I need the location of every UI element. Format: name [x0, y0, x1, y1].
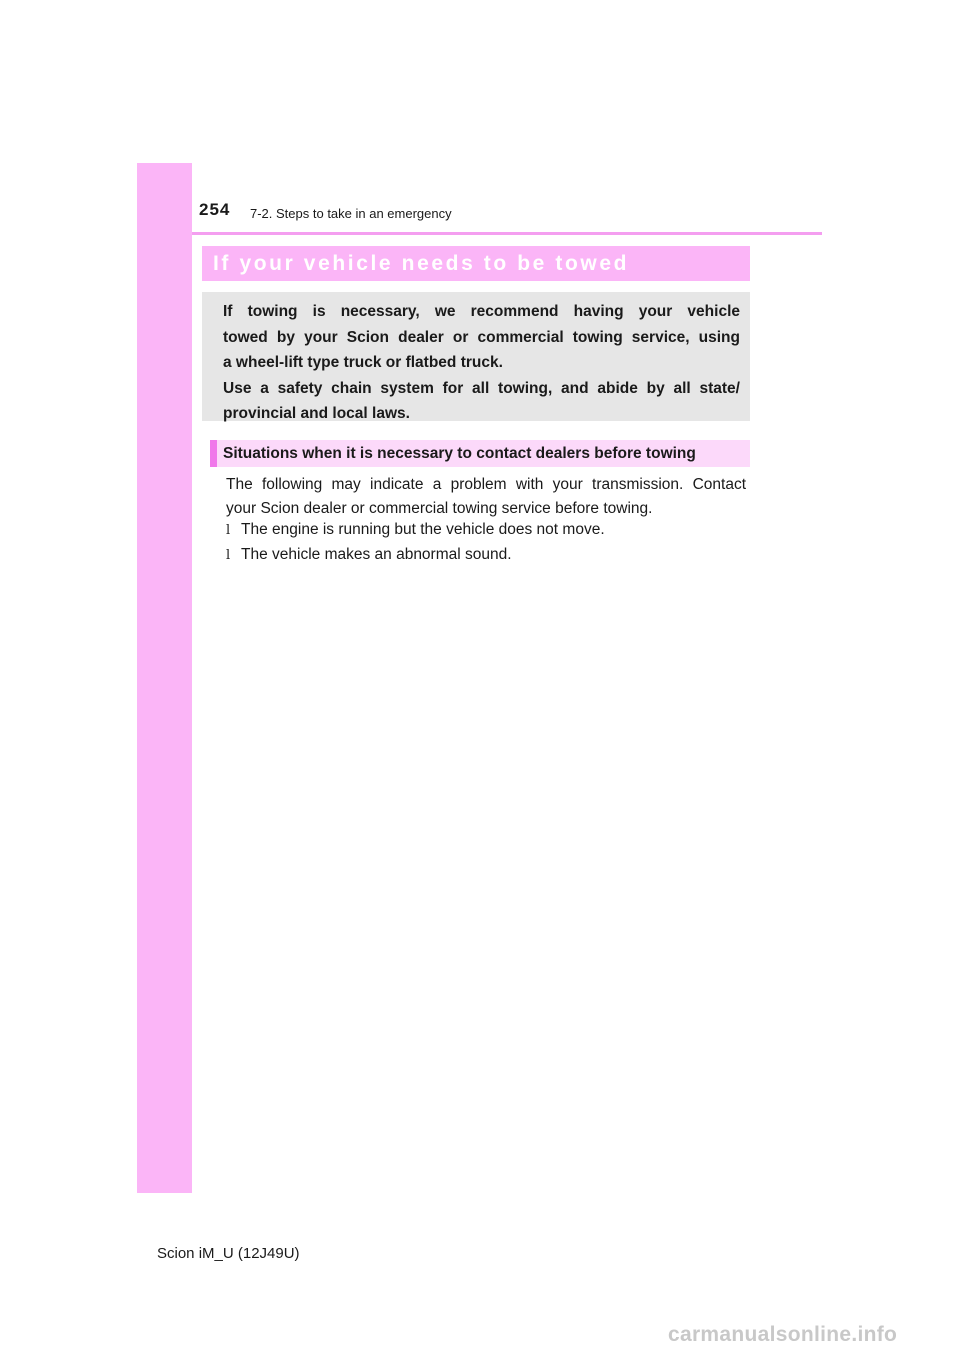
footer-model-code: Scion iM_U (12J49U): [157, 1245, 300, 1262]
intro-line: Use a safety chain system for all towing, and abide by all state/: [223, 379, 740, 397]
subsection-heading: Situations when it is necessary to contact dealers before towing: [210, 440, 750, 467]
intro-box: [202, 292, 750, 421]
bullet-icon: l: [226, 523, 231, 538]
section-tab-sidebar: [137, 163, 192, 1193]
intro-line: provincial and local laws.: [223, 405, 410, 423]
header-divider: [192, 232, 822, 235]
page-number: 254: [199, 200, 231, 219]
bullet-text: The engine is running but the vehicle does not move.: [241, 521, 605, 538]
intro-line: If towing is necessary, we recommend having your vehicle: [223, 303, 740, 320]
watermark: carmanualsonline.info: [668, 1323, 898, 1346]
bullet-text: The vehicle makes an abnormal sound.: [241, 545, 512, 563]
intro-line: towed by your Scion dealer or commercial towing service, using: [223, 328, 740, 346]
list-item: [226, 521, 746, 546]
subsection-body: [226, 473, 746, 521]
bullet-list: [226, 521, 746, 570]
body-line: your Scion dealer or commercial towing service before towing.: [226, 500, 653, 517]
body-line: The following may indicate a problem with your transmission. Contact: [226, 476, 746, 493]
list-item: [226, 546, 746, 571]
intro-line: a wheel-lift type truck or flatbed truck.: [223, 354, 503, 372]
page-title-banner: [202, 246, 750, 281]
bullet-icon: l: [226, 547, 231, 563]
section-header: 7-2. Steps to take in an emergency: [250, 206, 452, 221]
page-title: If your vehicle needs to be towed: [213, 251, 630, 275]
